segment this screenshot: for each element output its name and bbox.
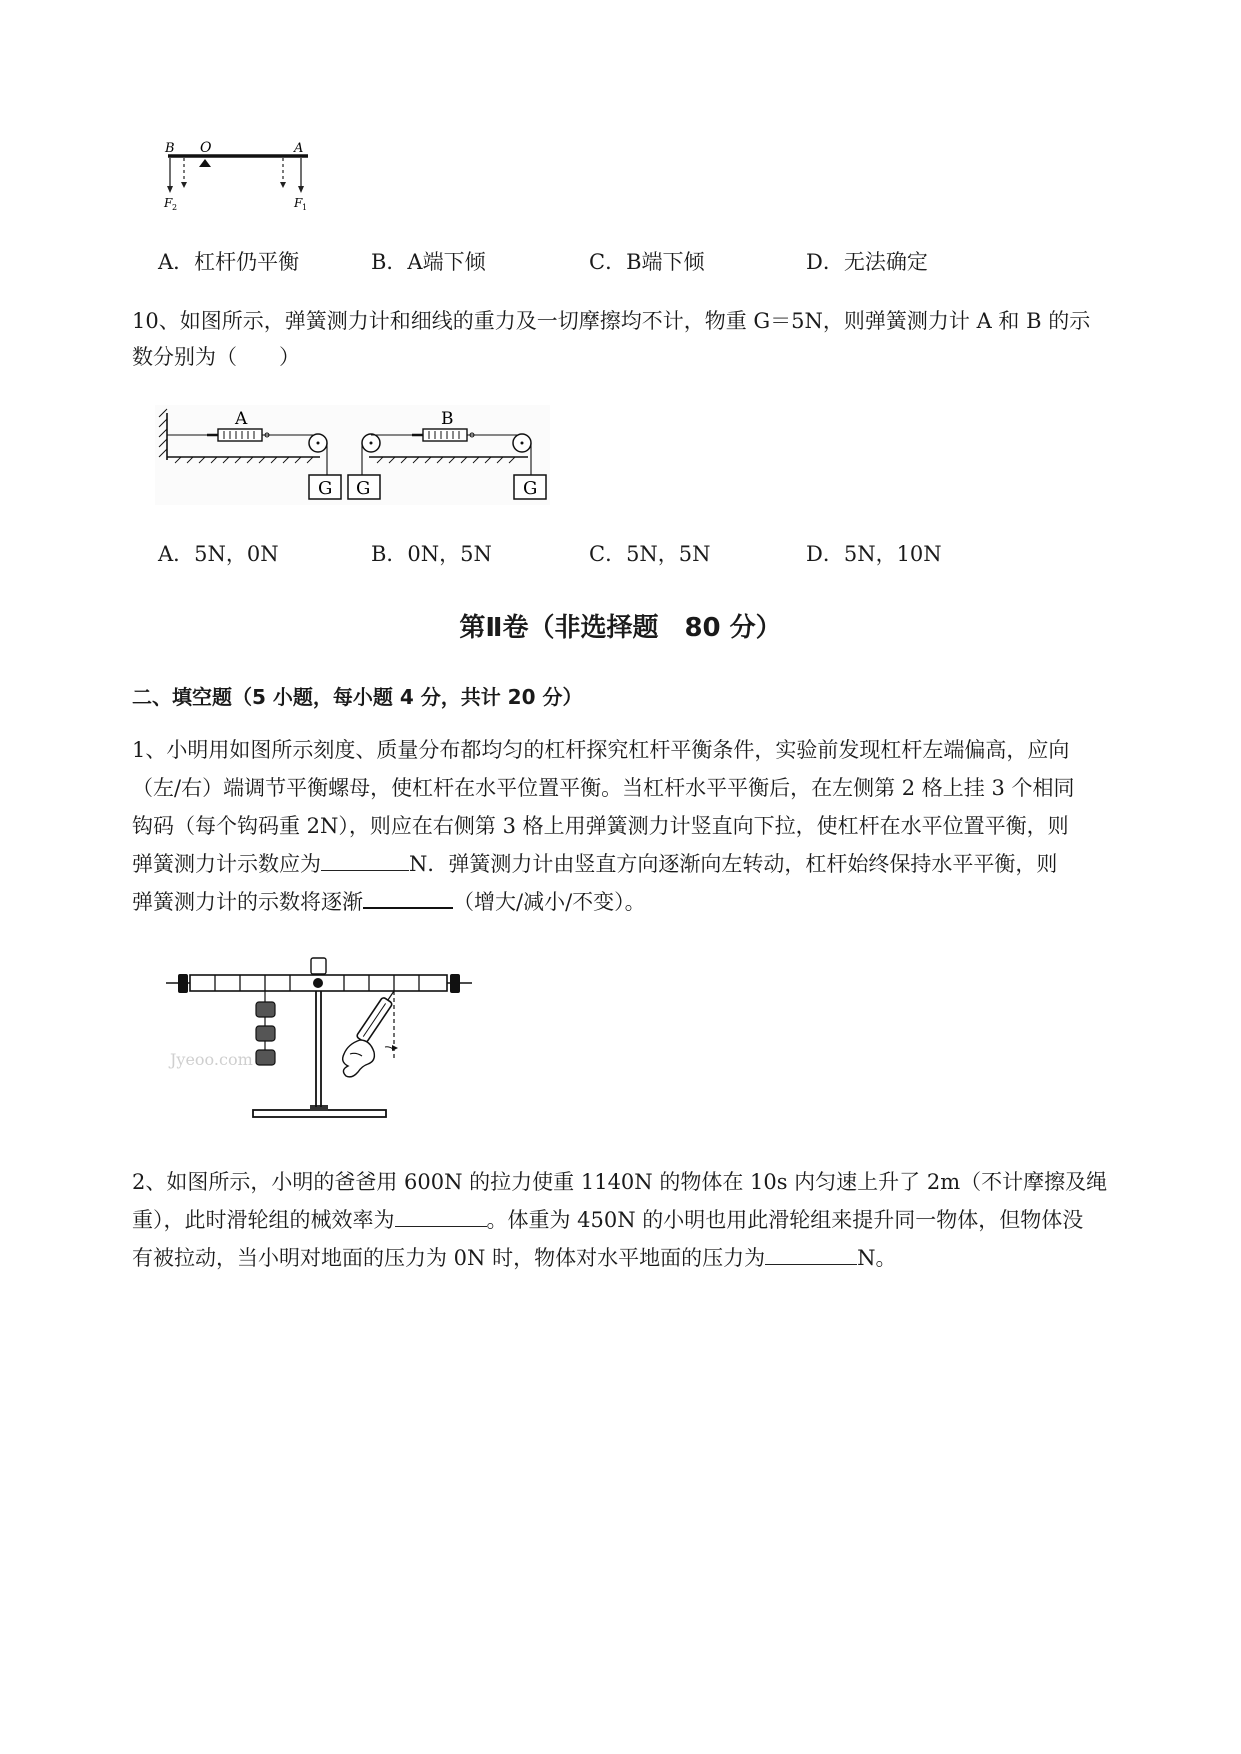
label-f2: F (164, 196, 173, 210)
fill1-line5-a: 弹簧测力计的示数将逐渐 (132, 890, 363, 914)
q9-option-c: C．B端下倾 (589, 250, 705, 274)
fill1-line5 (132, 883, 646, 921)
fill1-line1: 1、小明用如图所示刻度、质量分布都均匀的杠杆探究杠杆平衡条件，实验前发现杠杆左端偏高，应向 (132, 738, 1070, 762)
part2-title: 第Ⅱ卷（非选择题 80 分） (459, 613, 782, 643)
fill2-line2-a: 重），此时滑轮组的械效率为 (132, 1208, 395, 1232)
section2-heading: 二、填空题（5 小题，每小题 4 分，共计 20 分） (132, 685, 583, 709)
label-b: B (165, 141, 175, 156)
fill2-line3 (132, 1239, 896, 1277)
watermark: Jyeoo.com (170, 1050, 253, 1069)
weight-label-3: G (523, 478, 538, 499)
fill2-line2-b: 。体重为 450N 的小明也用此滑轮组来提升同一物体，但物体没 (486, 1208, 1084, 1232)
q10-option-c: C．5N，5N (589, 542, 711, 566)
label-o: O (200, 140, 212, 156)
label-f1-sub: 1 (302, 203, 308, 212)
label-f1: F (294, 196, 303, 210)
answer-blank-3[interactable] (395, 1202, 487, 1227)
q10-option-a: A．5N，0N (158, 542, 279, 566)
fill1-line4-a: 弹簧测力计示数应为 (132, 852, 321, 876)
scale-label-b: B (441, 409, 454, 429)
fill2-line3-b: N。 (857, 1246, 897, 1270)
weight-label-1: G (318, 478, 333, 499)
fill1-line4-b: N．弹簧测力计由竖直方向逐渐向左转动，杠杆始终保持水平平衡，则 (409, 852, 1058, 876)
lever-figure-q9 (160, 140, 320, 220)
q9-option-d: D．无法确定 (806, 250, 928, 274)
q9-option-b: B．A端下倾 (371, 250, 486, 274)
q10-stem-line2: 数分别为（ ） (132, 345, 300, 369)
fill1-line5-b: （增大/减小/不变）。 (453, 890, 646, 914)
fulcrum-icon (199, 159, 211, 167)
answer-blank-4[interactable] (765, 1240, 857, 1265)
lever-stand-figure (160, 950, 480, 1125)
spring-scale-figure-q10 (155, 405, 550, 505)
fill2-line2 (132, 1201, 1083, 1239)
q9-option-a: A．杠杆仍平衡 (158, 250, 300, 274)
fill2-line3-a: 有被拉动，当小明对地面的压力为 0N 时，物体对水平地面的压力为 (132, 1246, 766, 1270)
q10-option-d: D．5N，10N (806, 542, 942, 566)
scale-label-a: A (235, 409, 248, 429)
fill2-line1: 2、如图所示，小明的爸爸用 600N 的拉力使重 1140N 的物体在 10s 内匀速上升了 2m（不计摩擦及绳 (132, 1170, 1108, 1194)
fill1-line4 (132, 845, 1057, 883)
q10-option-b: B．0N，5N (371, 542, 492, 566)
weight-label-2: G (356, 478, 371, 499)
label-a: A (294, 141, 304, 156)
fill1-line3: 钩码（每个钩码重 2N），则应在右侧第 3 格上用弹簧测力计竖直向下拉，使杠杆在水平位置平衡，则 (132, 814, 1069, 838)
fill1-line2: （左/右）端调节平衡螺母，使杠杆在水平位置平衡。当杠杆水平平衡后，在左侧第 2 格上挂 3 个相同 (132, 776, 1075, 800)
label-f2-sub: 2 (172, 203, 178, 212)
q10-stem-line1: 10、如图所示，弹簧测力计和细线的重力及一切摩擦均不计，物重 G＝5N，则弹簧测力计 A 和 B 的示 (132, 309, 1091, 333)
answer-blank-1[interactable] (321, 846, 409, 871)
answer-blank-2[interactable] (363, 883, 453, 909)
